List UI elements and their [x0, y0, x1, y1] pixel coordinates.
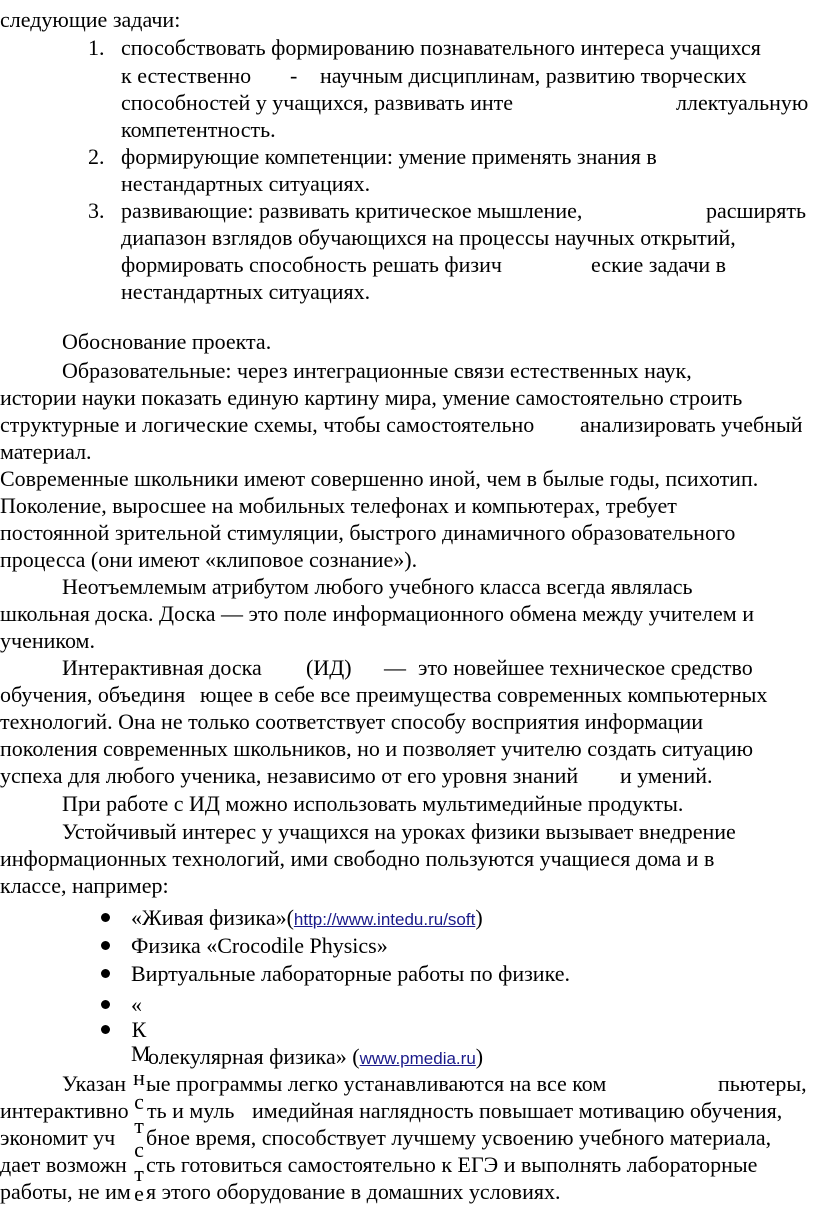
paragraph-line: — [384, 655, 406, 680]
paragraph-line: ые программы легко устанавливаются на все ком [146, 1071, 607, 1096]
molecular-text: олекулярная физика [148, 1044, 336, 1069]
paragraph-line: успеха для любого ученика, независимо от его уровня знаний [0, 763, 579, 788]
task-line: нестандартных ситуациях. [121, 279, 371, 304]
task-line: ллектуальную [676, 90, 809, 115]
paragraph-line: я этого оборудование в домашних условиях. [146, 1179, 561, 1204]
list-item [131, 904, 483, 933]
task-line: формировать способность решать физич [121, 252, 502, 277]
paragraph-line: Неотъемлемым атрибутом любого учебного класса всегда являлась [62, 574, 693, 599]
paragraph-line: структурные и логические схемы, чтобы самостоятельно [0, 412, 535, 437]
paragraph-line: При работе с ИД можно использовать мультимедийные продукты. [62, 791, 684, 816]
bullet-dot [101, 913, 110, 922]
paragraph-line: Устойчивый интерес у учащихся на уроках физики вызывает внедрение [62, 819, 736, 844]
paragraph-line: материал. [0, 439, 92, 464]
list-item-text: ) [475, 905, 483, 930]
stacked-letter: М [131, 1041, 151, 1066]
task-number: 3. [88, 198, 105, 223]
paragraph-line: имедийная наглядность повышает мотивацию обучения, [252, 1098, 783, 1123]
bullet-dot [101, 1000, 110, 1009]
intedu-link[interactable]: http://www.intedu.ru/soft [293, 910, 476, 929]
molecular-line [148, 1043, 483, 1072]
stacked-letter: с [134, 1089, 144, 1114]
paragraph-line: обучения, объединя [0, 682, 186, 707]
paragraph-line: Современные школьники имеют совершенно иной, чем в былые годы, психотип. [0, 466, 759, 491]
paragraph-line: классе, например: [0, 873, 169, 898]
list-item: Физика «Crocodile Physics» [131, 933, 388, 958]
paragraph-line: пьютеры, [718, 1071, 807, 1096]
stacked-letter: т [134, 1113, 144, 1138]
task-line: еские задачи в [591, 252, 727, 277]
paragraph-line: технологий. Она не только соответствует способу восприятия информации [0, 709, 704, 734]
bullet-dot [101, 941, 110, 950]
paragraph-line: ть и муль [147, 1098, 235, 1123]
task-line: научным дисциплинам, развитию творческих [320, 63, 747, 88]
task-line: развивающие: развивать критическое мышление, [121, 198, 583, 223]
list-item-text: «Живая физика»( [131, 905, 294, 930]
paragraph-line: и умений. [620, 763, 713, 788]
pmedia-link[interactable]: www.pmedia.ru [359, 1049, 476, 1068]
paragraph-line: интерактивно [0, 1098, 129, 1123]
stacked-letter: К [131, 1017, 147, 1042]
task-line: расширять [706, 198, 807, 223]
intro-line: следующие задачи: [0, 7, 181, 32]
list-item: « [131, 992, 142, 1017]
stacked-letter: н [133, 1065, 145, 1090]
section-heading: Обоснование проекта. [62, 329, 272, 354]
task-number: 2. [88, 144, 105, 169]
stacked-letter: т [134, 1161, 144, 1186]
paragraph-line: информационных технологий, ими свободно пользуются учащиеся дома и в [0, 846, 715, 871]
paragraph-line: Указан [62, 1071, 126, 1096]
paragraph-line: школьная доска. Доска — это поле информационного обмена между учителем и [0, 601, 754, 626]
paragraph-line: постоянной зрительной стимуляции, быстрого динамичного образовательного [0, 520, 736, 545]
paragraph-line: работы, не им [0, 1179, 131, 1204]
paragraph-line: это новейшее техническое средство [418, 655, 753, 680]
paragraph-line: (ИД) [306, 655, 352, 680]
task-line: компетентность. [121, 117, 276, 142]
bullet-dot [101, 969, 110, 978]
bullet-dot [101, 1025, 110, 1034]
stacked-letter: е [134, 1181, 144, 1206]
paragraph-line: учеником. [0, 628, 95, 653]
paragraph-line: экономит уч [0, 1125, 116, 1150]
paragraph-line: процесса (они имеют «клиповое сознание»). [0, 547, 418, 572]
task-line: к естественно [121, 63, 252, 88]
task-line-dash: - [290, 63, 298, 88]
paragraph-line: бное время, способствует лучшему усвоению учебного материала, [146, 1125, 772, 1150]
molecular-text: ) [475, 1044, 484, 1069]
paragraph-line: ющее в себе все преимущества современных компьютерных [200, 682, 768, 707]
molecular-text: » ( [335, 1044, 360, 1069]
task-line: формирующие компетенции: умение применять знания в [121, 144, 657, 169]
paragraph-line: истории науки показать единую картину мира, умение самостоятельно строить [0, 385, 743, 410]
paragraph-line: Поколение, выросшее на мобильных телефонах и компьютерах, требует [0, 493, 677, 518]
stacked-letter: с [134, 1137, 144, 1162]
paragraph-line: дает возможн [0, 1152, 127, 1177]
task-line: способностей у учащихся, развивать инте [121, 90, 514, 115]
task-line: способствовать формированию познавательного интереса учащихся [121, 35, 761, 60]
task-line: нестандартных ситуациях. [121, 171, 371, 196]
paragraph-line: Образовательные: через интеграционные связи естественных наук, [62, 358, 692, 383]
paragraph-line: анализировать учебный [580, 412, 803, 437]
task-line: диапазон взглядов обучающихся на процессы научных открытий, [121, 225, 736, 250]
task-number: 1. [88, 35, 105, 60]
paragraph-line: сть готовиться самостоятельно к ЕГЭ и выполнять лабораторные [146, 1152, 758, 1177]
list-item: Виртуальные лабораторные работы по физике. [131, 961, 570, 986]
paragraph-line: Интерактивная доска [62, 655, 262, 680]
paragraph-line: поколения современных школьников, но и позволяет учителю создать ситуацию [0, 736, 754, 761]
